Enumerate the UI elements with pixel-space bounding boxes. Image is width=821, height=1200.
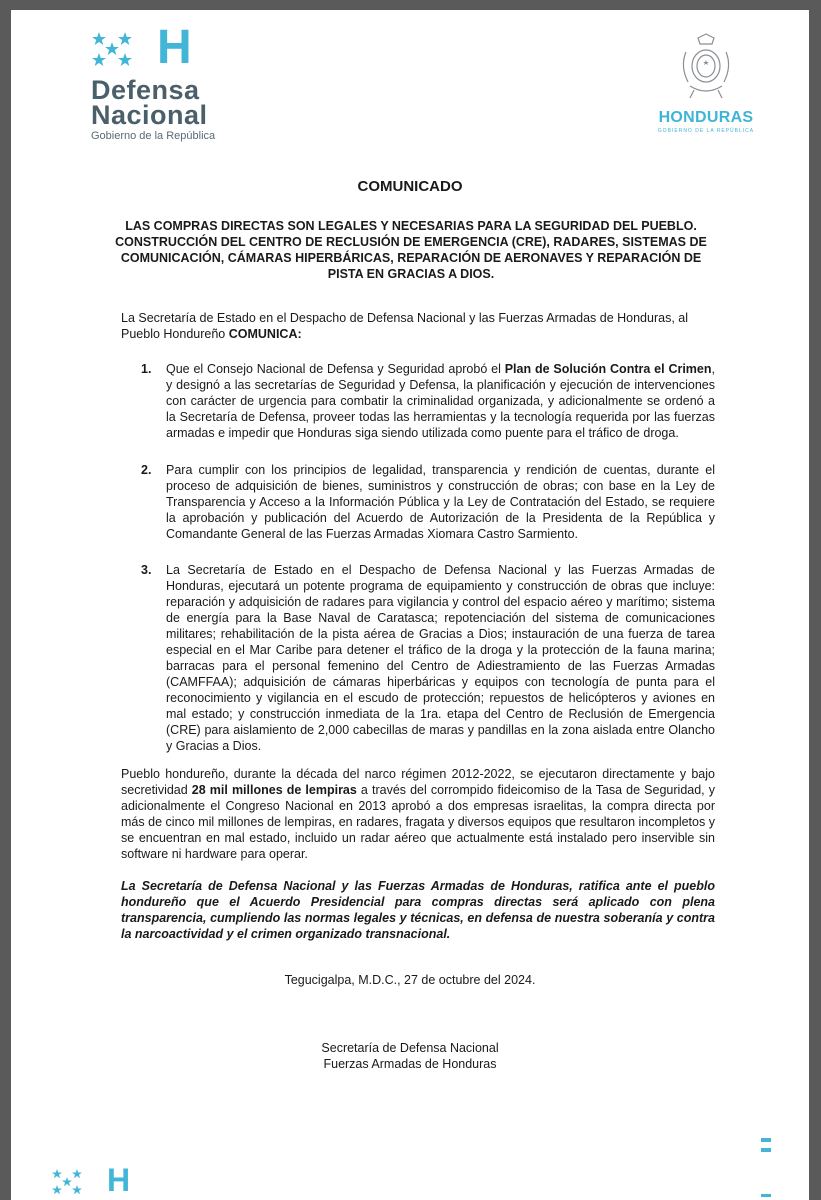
document-page [11,10,809,1200]
signature-line: Fuerzas Armadas de Honduras [323,1057,497,1071]
item-text-bold: Plan de Solución Contra el Crimen [504,362,712,376]
list-item [121,361,715,441]
signature-block [11,1040,809,1072]
closing-paragraph: La Secretaría de Defensa Nacional y las Fuerzas Armadas de Honduras, ratifica ante el pueblo hondureño que el Acuerdo Presidencial para compras directas será aplicado con plena transparencia, cumpliendo las normas legales y técnicas, en defensa de nuestra soberanía y contra la narcoactividad y el crimen organizado transnacional. [121,879,715,941]
item-number: 3. [141,563,152,577]
item-text [166,562,715,754]
intro-paragraph [121,310,713,342]
h-mark: H [157,21,192,74]
footer-h-mark: H [107,1162,131,1198]
coat-of-arms-icon [676,32,736,102]
headline-line: CONSTRUCCIÓN DEL CENTRO DE RECLUSIÓN DE EMERGENCIA (CRE), RADARES, SISTEMAS DE [115,235,707,249]
pueblo-paragraph [121,766,715,862]
footer-side-mark-icon [759,1138,773,1200]
signature-line: Secretaría de Defensa Nacional [321,1041,499,1055]
pueblo-text: Pueblo hondureño, durante la década del narco régimen 2012-2022, se ejecutaron directamente y bajo secretividad [121,767,715,797]
headline-line: LAS COMPRAS DIRECTAS SON LEGALES Y NECESARIAS PARA LA SEGURIDAD DEL PUEBLO. [125,219,697,233]
item-text-part: Para cumplir con los principios de legalidad, transparencia y rendición de cuentas, durante el proceso de adquisición de bienes, suministros y construcción de obras; con base en la Ley de Transparencia y Acceso a la Información Pública y la Ley de Contratación del Estado, se requiere la aprobación y publicación del Acuerdo de Autorización de la Presidenta de la República y Comandante General de las Fuerzas Armadas Xiomara Castro Sarmiento. [166,463,715,541]
headline [111,218,711,282]
honduras-wordmark: HONDURAS [658,109,754,126]
item-text-part: Que el Consejo Nacional de Defensa y Seguridad aprobó el [166,362,505,376]
intro-text: La Secretaría de Estado en el Despacho de Defensa Nacional y las Fuerzas Armadas de Honduras, al Pueblo Hondureño [121,311,688,341]
list-item [121,462,715,542]
defensa-nacional-logo [91,21,261,142]
pueblo-bold: 28 mil millones de lempiras [191,783,357,797]
item-number: 1. [141,362,152,376]
item-text [166,361,715,441]
honduras-logo [651,32,761,134]
logo-line-gobierno: Gobierno de la República [91,130,216,142]
list-item [121,562,715,754]
pueblo-text: a través del corrompido fideicomiso de la Tasa de Seguridad, y adicionalmente el Congreso Nacional en 2013 aprobó a dos empresas israelitas, la compra directa por más de cinco mil millones de lempiras, en radares, fragata y diversos equipos que resultaron incompletos y se encuentran en mal estado, incluido un radar aéreo que actualmente está instalado pero inservible sin software ni hardware para operar. [121,783,715,861]
footer-logo [51,1162,141,1198]
intro-bold: COMUNICA: [228,327,302,341]
date-line: Tegucigalpa, M.D.C., 27 de octubre del 2024. [284,973,536,987]
item-text-part: La Secretaría de Estado en el Despacho de Defensa Nacional y las Fuerzas Armadas de Honduras, ejecutará un potente programa de equipamiento y construcción de obras que incluye: reparación y adquisición de radares para vigilancia y control del espacio aéreo y marítimo; sistema de energía para la Base Naval de Caratasca; repotenciación del sistema de comunicaciones militares; rehabilitación de la pista aérea de Gracias a Dios; instauración de una fuerza de tarea especial en el Mar Caribe para detener el tráfico de la droga y la protección de la fauna marina; barracas para el personal femenino del Centro de Adiestramiento de las Fuerzas Armadas (CAMFFAA); adquisición de cámaras hiperbáricas y equipos con tecnología de punta para el reconocimiento y vigilancia en el escudo de protección; repuestos de helicópteros y aviones en mal estado; y construcción inmediata de la 1ra. etapa del Centro de Reclusión de Emergencia (CRE) para aislamiento de 2,000 cabecillas de maras y pandillas en la zona aislada entre Olancho y Gracias a Dios. [166,563,715,753]
headline-line: PISTA EN GRACIAS A DIOS. [327,267,495,281]
item-number: 2. [141,463,152,477]
logo-line-defensa: Defensa [91,75,200,105]
document-title: COMUNICADO [357,178,463,195]
logo-line-nacional: Nacional [91,100,208,130]
item-text-part: , y designó a las secretarías de Seguridad y Defensa, la planificación y ejecución de intervenciones con carácter de urgencia para combatir la criminalidad organizada, y adicionalmente se ordenó a la Secretaría de Defensa, proveer todas las herramientas y la tecnología requerida por las fuerzas armadas e impedir que Honduras siga siendo utilizada como puente para el tráfico de droga. [166,362,715,440]
headline-line: COMUNICACIÓN, CÁMARAS HIPERBÁRICAS, REPARACIÓN DE AERONAVES Y REPARACIÓN DE [120,251,702,265]
stars-icon [91,30,151,70]
footer-stars-icon [51,1168,111,1198]
honduras-subtitle: GOBIERNO DE LA REPÚBLICA [657,128,755,134]
item-text [166,462,715,542]
